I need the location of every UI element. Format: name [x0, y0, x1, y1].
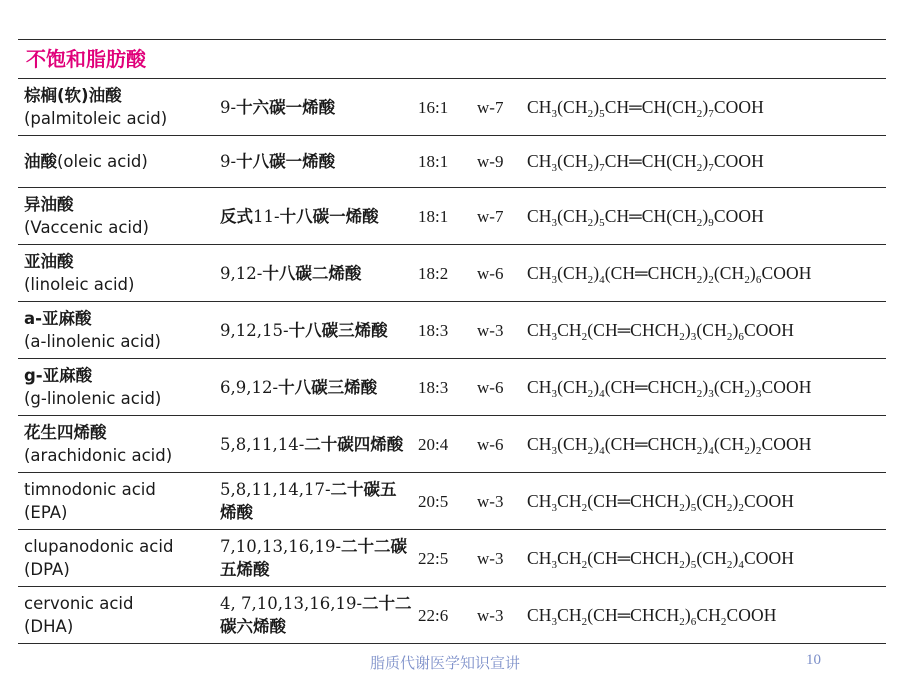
systematic-name-cn: 反式: [220, 206, 253, 226]
formula-subscript: 7: [599, 162, 605, 174]
acid-name-secondary: (DPA): [24, 560, 70, 579]
formula-part: COOH: [761, 376, 812, 397]
carbon-ratio: 18:2: [412, 245, 471, 302]
formula-subscript: 4: [738, 558, 744, 571]
formula-part: CH: [696, 604, 721, 625]
formula-part: (CH: [713, 433, 745, 454]
formula-part: CH: [557, 319, 582, 340]
formula-subscript: 2: [587, 387, 594, 400]
formula-subscript: 6: [690, 615, 697, 628]
formula-part: ): [732, 319, 739, 340]
formula-subscript: 2: [696, 387, 703, 400]
formula-subscript: 4: [599, 444, 605, 457]
formula-part: CH: [527, 376, 552, 397]
systematic-name-cn: 十八碳二烯酸: [262, 263, 362, 283]
formula-subscript: 2: [696, 216, 703, 229]
formula-subscript: 2: [587, 444, 594, 457]
acid-name-cell: [18, 136, 214, 188]
formula-subscript: 2: [720, 615, 727, 628]
table-row: [18, 530, 886, 587]
acid-name-secondary: (EPA): [24, 503, 68, 522]
omega-class: w-6: [471, 416, 521, 473]
formula-part: COOH: [713, 96, 764, 117]
acid-name-primary: g-亚麻酸: [24, 366, 93, 385]
systematic-name-num: 6,9,12-: [220, 377, 279, 397]
formula-subscript: 2: [738, 501, 744, 514]
formula-subscript: 3: [551, 216, 558, 229]
table-row: [18, 136, 886, 188]
formula-subscript: 4: [599, 273, 605, 286]
formula-part: ): [702, 96, 709, 117]
formula-subscript: 2: [587, 107, 594, 120]
acid-name-secondary: (arachidonic acid): [24, 446, 173, 465]
formula-part: (CH: [713, 376, 745, 397]
formula-part: (CH: [557, 205, 588, 226]
formula-subscript: 6: [755, 273, 762, 286]
table-heading: 不饱和脂肪酸: [18, 40, 886, 79]
formula-part: ): [684, 604, 691, 625]
systematic-name: [214, 587, 412, 644]
formula-part: COOH: [713, 205, 764, 226]
formula-part: (CH: [557, 151, 588, 171]
structural-formula: [521, 473, 886, 530]
formula-subscript: 3: [551, 387, 558, 400]
formula-part: COOH: [761, 433, 812, 454]
formula-subscript: 2: [679, 615, 685, 628]
table-row: [18, 79, 886, 136]
formula-subscript: 2: [679, 501, 685, 514]
formula-part: ): [749, 433, 756, 454]
carbon-ratio: 20:4: [412, 416, 471, 473]
footer-text: 脂质代谢医学知识宣讲: [370, 654, 521, 672]
formula-part: (CH═CHCH: [587, 490, 680, 511]
formula-part: CH: [527, 205, 552, 226]
systematic-name-num: 4, 7,10,13,16,19-: [220, 594, 363, 613]
acid-name-primary: 油酸: [24, 152, 57, 171]
formula-subscript: 3: [551, 330, 558, 343]
formula-part: ): [702, 151, 709, 171]
systematic-name-cn: 二十碳四烯酸: [304, 434, 404, 454]
formula-subscript: 6: [738, 330, 744, 343]
omega-class: w-9: [471, 136, 521, 188]
formula-subscript: 2: [679, 558, 685, 571]
formula-subscript: 3: [690, 330, 697, 343]
formula-subscript: 2: [696, 273, 703, 286]
formula-part: (CH: [696, 547, 727, 568]
systematic-name-num: 7,10,13,16,19-: [220, 537, 342, 556]
systematic-name-cn: 十八碳一烯酸: [279, 206, 379, 226]
formula-subscript: 2: [744, 444, 750, 457]
formula-part: COOH: [743, 547, 794, 568]
systematic-name-cn: 二十二碳五烯酸: [220, 537, 408, 579]
formula-subscript: 3: [551, 107, 558, 120]
table-row: [18, 587, 886, 644]
formula-subscript: 4: [599, 387, 605, 400]
formula-subscript: 2: [726, 558, 733, 571]
formula-part: CH: [527, 547, 552, 568]
formula-subscript: 2: [581, 615, 588, 628]
acid-name-primary: clupanodonic acid: [24, 537, 174, 556]
table-heading-row: [18, 40, 886, 79]
systematic-name-cn: 二十碳五烯酸: [220, 480, 397, 522]
formula-part: ): [732, 490, 739, 511]
systematic-name: [214, 188, 412, 245]
formula-part: (CH═CHCH: [587, 319, 680, 340]
acid-name-cell: [18, 79, 214, 136]
formula-subscript: 5: [690, 501, 697, 514]
formula-subscript: 2: [696, 162, 703, 174]
formula-part: ): [684, 490, 691, 511]
formula-part: (CH═CHCH: [587, 547, 680, 568]
carbon-ratio: 18:3: [412, 302, 471, 359]
formula-part: (CH: [557, 433, 588, 454]
formula-part: CH: [527, 262, 552, 283]
systematic-name: [214, 302, 412, 359]
formula-part: (CH: [696, 319, 727, 340]
acid-name-primary: timnodonic acid: [24, 480, 156, 499]
systematic-name: [214, 530, 412, 587]
formula-subscript: 2: [581, 501, 588, 514]
systematic-name-num: 9-: [220, 152, 237, 171]
structural-formula: [521, 188, 886, 245]
systematic-name-cn: 十八碳三烯酸: [278, 377, 378, 397]
acid-name-cell: [18, 587, 214, 644]
systematic-name-num: 9-: [220, 97, 237, 117]
acid-name-secondary: (Vaccenic acid): [24, 218, 149, 237]
carbon-ratio: 18:3: [412, 359, 471, 416]
structural-formula: [521, 587, 886, 644]
acid-name-secondary: (linoleic acid): [24, 275, 135, 294]
formula-part: ): [702, 205, 709, 226]
formula-part: CH: [557, 547, 582, 568]
formula-part: CH: [557, 604, 582, 625]
formula-part: (CH: [713, 262, 745, 283]
formula-part: ): [684, 319, 691, 340]
formula-subscript: 2: [581, 330, 588, 343]
formula-subscript: 2: [679, 330, 685, 343]
formula-part: ): [593, 376, 600, 397]
formula-part: CH: [557, 490, 582, 511]
omega-class: w-3: [471, 302, 521, 359]
carbon-ratio: 22:6: [412, 587, 471, 644]
formula-part: ): [684, 547, 691, 568]
systematic-name-cn: 十六碳一烯酸: [236, 97, 336, 117]
table-row: [18, 473, 886, 530]
formula-subscript: 2: [581, 558, 588, 571]
page-number: 10: [806, 652, 821, 668]
formula-part: ): [702, 262, 709, 283]
structural-formula: [521, 302, 886, 359]
carbon-ratio: 16:1: [412, 79, 471, 136]
omega-class: w-3: [471, 587, 521, 644]
omega-class: w-3: [471, 530, 521, 587]
formula-subscript: 2: [726, 501, 733, 514]
formula-subscript: 7: [708, 162, 714, 174]
structural-formula: [521, 530, 886, 587]
table-row: [18, 416, 886, 473]
acid-name-secondary: (DHA): [24, 617, 74, 636]
formula-subscript: 2: [744, 273, 750, 286]
acid-name-cell: [18, 245, 214, 302]
formula-subscript: 7: [708, 107, 714, 120]
formula-subscript: 2: [696, 444, 703, 457]
carbon-ratio: 22:5: [412, 530, 471, 587]
formula-subscript: 3: [551, 444, 558, 457]
formula-part: COOH: [761, 262, 812, 283]
formula-part: CH: [527, 604, 552, 625]
acid-name-cell: [18, 473, 214, 530]
formula-part: CH: [527, 151, 552, 171]
formula-part: COOH: [743, 490, 794, 511]
fatty-acid-table: [18, 39, 886, 644]
omega-class: w-3: [471, 473, 521, 530]
formula-part: ): [593, 96, 600, 117]
formula-part: CH: [527, 96, 552, 117]
structural-formula: [521, 359, 886, 416]
formula-subscript: 5: [599, 107, 605, 120]
formula-part: CH: [527, 433, 552, 454]
carbon-ratio: 18:1: [412, 188, 471, 245]
formula-part: CH═CH(CH: [604, 205, 697, 226]
formula-part: ): [732, 547, 739, 568]
formula-subscript: 3: [551, 615, 558, 628]
formula-subscript: 3: [551, 162, 558, 174]
systematic-name-cn: 十八碳三烯酸: [288, 320, 388, 340]
acid-name-secondary: (g-linolenic acid): [24, 389, 162, 408]
formula-part: ): [593, 262, 600, 283]
formula-part: (CH═CHCH: [604, 433, 697, 454]
table-row: [18, 245, 886, 302]
structural-formula: [521, 245, 886, 302]
structural-formula: [521, 79, 886, 136]
formula-part: (CH: [557, 96, 588, 117]
omega-class: w-7: [471, 79, 521, 136]
formula-part: COOH: [726, 604, 777, 625]
structural-formula: [521, 136, 886, 188]
formula-subscript: 5: [599, 216, 605, 229]
systematic-name: [214, 359, 412, 416]
formula-part: (CH═CHCH: [604, 376, 697, 397]
systematic-name: [214, 79, 412, 136]
systematic-name-num: 5,8,11,14,17-: [220, 480, 331, 499]
formula-part: CH: [527, 490, 552, 511]
formula-part: ): [593, 205, 600, 226]
acid-name-cell: [18, 359, 214, 416]
formula-subscript: 2: [587, 273, 594, 286]
formula-subscript: 3: [708, 387, 714, 400]
acid-name-secondary: (palmitoleic acid): [24, 109, 168, 128]
formula-subscript: 3: [551, 501, 558, 514]
formula-part: CH═CH(CH: [604, 96, 697, 117]
formula-part: (CH═CHCH: [587, 604, 680, 625]
structural-formula: [521, 416, 886, 473]
formula-part: (CH: [557, 262, 588, 283]
acid-name-cell: [18, 416, 214, 473]
table-row: [18, 359, 886, 416]
formula-subscript: 2: [587, 162, 594, 174]
formula-subscript: 5: [690, 558, 697, 571]
carbon-ratio: 18:1: [412, 136, 471, 188]
acid-name-primary: cervonic acid: [24, 594, 134, 613]
systematic-name-num: 9,12-: [220, 263, 263, 283]
acid-name-secondary: (oleic acid): [57, 152, 148, 171]
formula-subscript: 9: [708, 216, 714, 229]
acid-name-cell: [18, 302, 214, 359]
formula-subscript: 2: [708, 273, 714, 286]
formula-subscript: 3: [755, 387, 762, 400]
systematic-name-num: 11-: [253, 206, 280, 226]
acid-name-primary: 亚油酸: [24, 252, 74, 271]
acid-name-primary: 花生四烯酸: [24, 423, 107, 442]
systematic-name-num: 9,12,15-: [220, 320, 289, 340]
formula-part: ): [749, 262, 756, 283]
formula-subscript: 2: [587, 216, 594, 229]
acid-name-cell: [18, 530, 214, 587]
formula-subscript: 3: [551, 273, 558, 286]
formula-subscript: 2: [755, 444, 762, 457]
acid-name-primary: 棕榈(软)油酸: [24, 86, 122, 105]
formula-part: ): [593, 433, 600, 454]
formula-subscript: 3: [551, 558, 558, 571]
systematic-name: [214, 473, 412, 530]
formula-subscript: 4: [708, 444, 714, 457]
acid-name-primary: 异油酸: [24, 195, 74, 214]
systematic-name-cn: 二十二碳六烯酸: [220, 594, 412, 636]
systematic-name: [214, 245, 412, 302]
systematic-name: [214, 416, 412, 473]
formula-part: ): [702, 433, 709, 454]
formula-part: CH═CH(CH: [604, 151, 697, 171]
acid-name-cell: [18, 188, 214, 245]
formula-part: (CH═CHCH: [604, 262, 697, 283]
omega-class: w-7: [471, 188, 521, 245]
formula-part: COOH: [713, 151, 764, 171]
formula-part: (CH: [696, 490, 727, 511]
formula-subscript: 2: [744, 387, 750, 400]
formula-subscript: 2: [726, 330, 733, 343]
footer: [0, 652, 900, 672]
formula-part: COOH: [743, 319, 794, 340]
formula-subscript: 2: [696, 107, 703, 120]
acid-name-primary: a-亚麻酸: [24, 309, 92, 328]
omega-class: w-6: [471, 359, 521, 416]
acid-name-secondary: (a-linolenic acid): [24, 332, 161, 351]
carbon-ratio: 20:5: [412, 473, 471, 530]
formula-part: CH: [527, 319, 552, 340]
formula-part: ): [593, 151, 600, 171]
formula-part: ): [702, 376, 709, 397]
systematic-name: [214, 136, 412, 188]
formula-part: (CH: [557, 376, 588, 397]
systematic-name-num: 5,8,11,14-: [220, 434, 305, 454]
systematic-name-cn: 十八碳一烯酸: [236, 152, 336, 171]
table-row: [18, 302, 886, 359]
table-row: [18, 188, 886, 245]
omega-class: w-6: [471, 245, 521, 302]
formula-part: ): [749, 376, 756, 397]
